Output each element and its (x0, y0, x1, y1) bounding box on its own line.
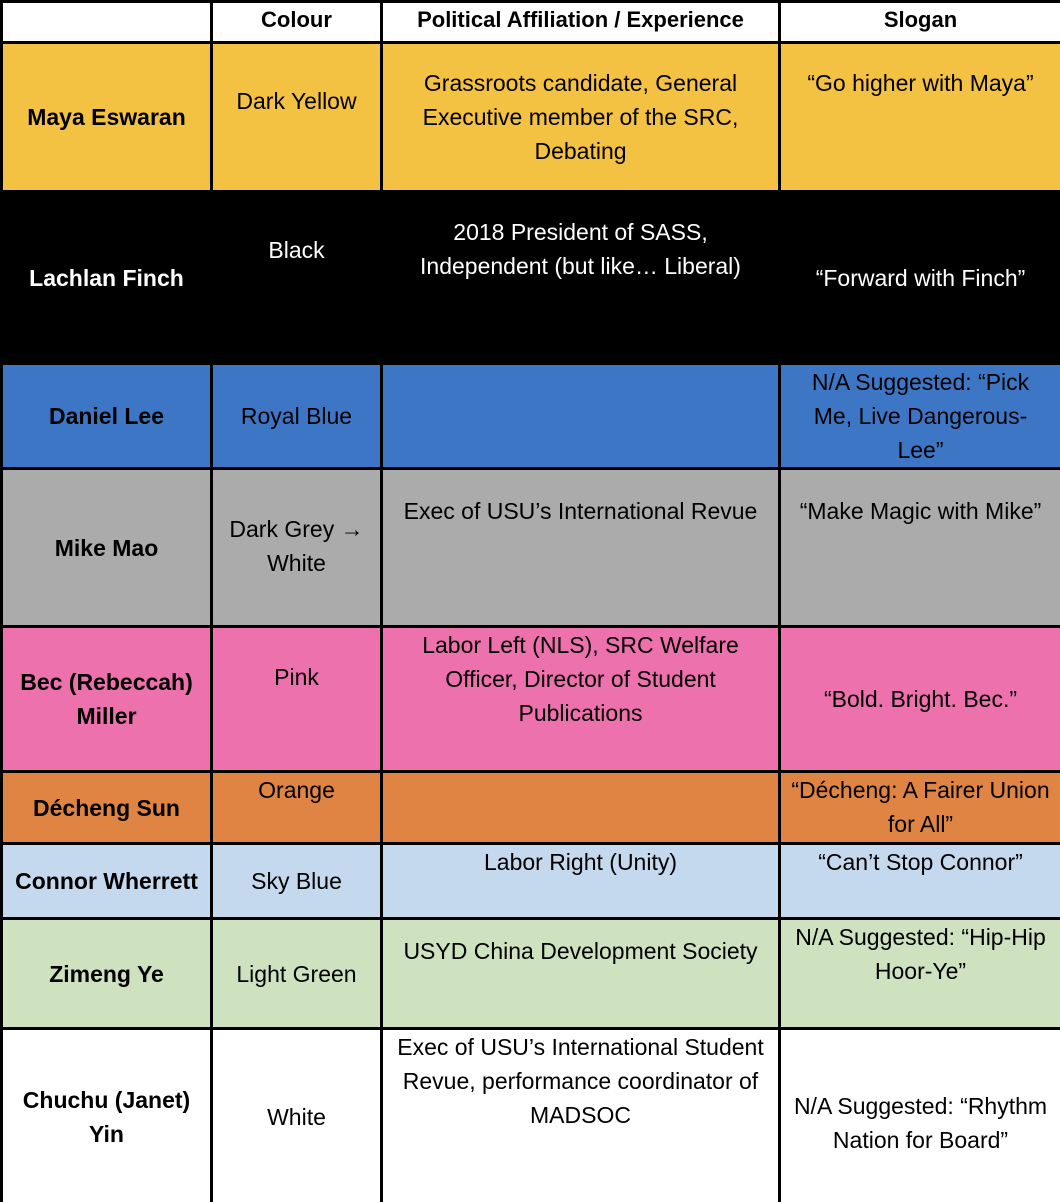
candidate-affiliation: Exec of USU’s International Student Revue, performance coordinator of MADSOC (382, 1029, 780, 1202)
table-row (2, 844, 1060, 919)
candidate-name: Zimeng Ye (2, 919, 212, 1029)
candidate-name: Maya Eswaran (2, 43, 212, 192)
header-slogan: Slogan (780, 2, 1060, 43)
table-row (2, 469, 1060, 627)
candidate-colour: Light Green (212, 919, 382, 1029)
candidate-slogan: N/A Suggested: “Hip-Hip Hoor-Ye” (780, 919, 1060, 1029)
candidate-name: Décheng Sun (2, 772, 212, 844)
candidate-name: Connor Wherrett (2, 844, 212, 919)
header-colour: Colour (212, 2, 382, 43)
header-affiliation: Political Affiliation / Experience (382, 2, 780, 43)
candidate-colour: Orange (212, 772, 382, 844)
header-row (2, 2, 1060, 43)
candidate-affiliation: Labor Left (NLS), SRC Welfare Officer, Director of Student Publications (382, 627, 780, 772)
table-row (2, 627, 1060, 772)
candidate-affiliation (382, 772, 780, 844)
candidate-name: Bec (Rebeccah) Miller (2, 627, 212, 772)
candidate-slogan: N/A Suggested: “Rhythm Nation for Board” (780, 1029, 1060, 1202)
table-row (2, 43, 1060, 192)
candidate-colour: Dark Yellow (212, 43, 382, 192)
table-row (2, 772, 1060, 844)
candidate-name: Chuchu (Janet) Yin (2, 1029, 212, 1202)
candidate-colour: Royal Blue (212, 364, 382, 469)
candidate-name: Daniel Lee (2, 364, 212, 469)
candidate-affiliation (382, 364, 780, 469)
table-row (2, 919, 1060, 1029)
candidate-name: Lachlan Finch (2, 192, 212, 364)
candidate-slogan: “Décheng: A Fairer Union for All” (780, 772, 1060, 844)
candidate-colour: White (212, 1029, 382, 1202)
table-row (2, 1029, 1060, 1202)
candidate-affiliation: Exec of USU’s International Revue (382, 469, 780, 627)
candidate-affiliation: Grassroots candidate, General Executive member of the SRC, Debating (382, 43, 780, 192)
candidate-slogan: “Can’t Stop Connor” (780, 844, 1060, 919)
candidate-affiliation: Labor Right (Unity) (382, 844, 780, 919)
table-row (2, 364, 1060, 469)
candidate-slogan: “Bold. Bright. Bec.” (780, 627, 1060, 772)
header-blank (2, 2, 212, 43)
candidate-colour: Pink (212, 627, 382, 772)
candidate-slogan: “Go higher with Maya” (780, 43, 1060, 192)
candidate-slogan: “Forward with Finch” (780, 192, 1060, 364)
candidate-affiliation: USYD China Development Society (382, 919, 780, 1029)
table-row (2, 192, 1060, 364)
candidate-slogan: “Make Magic with Mike” (780, 469, 1060, 627)
candidate-slogan: N/A Suggested: “Pick Me, Live Dangerous-Lee” (780, 364, 1060, 469)
candidate-affiliation: 2018 President of SASS, Independent (but like… Liberal) (382, 192, 780, 364)
candidate-colour: Dark Grey → White (212, 469, 382, 627)
candidate-colour: Black (212, 192, 382, 364)
candidate-colour: Sky Blue (212, 844, 382, 919)
candidate-name: Mike Mao (2, 469, 212, 627)
